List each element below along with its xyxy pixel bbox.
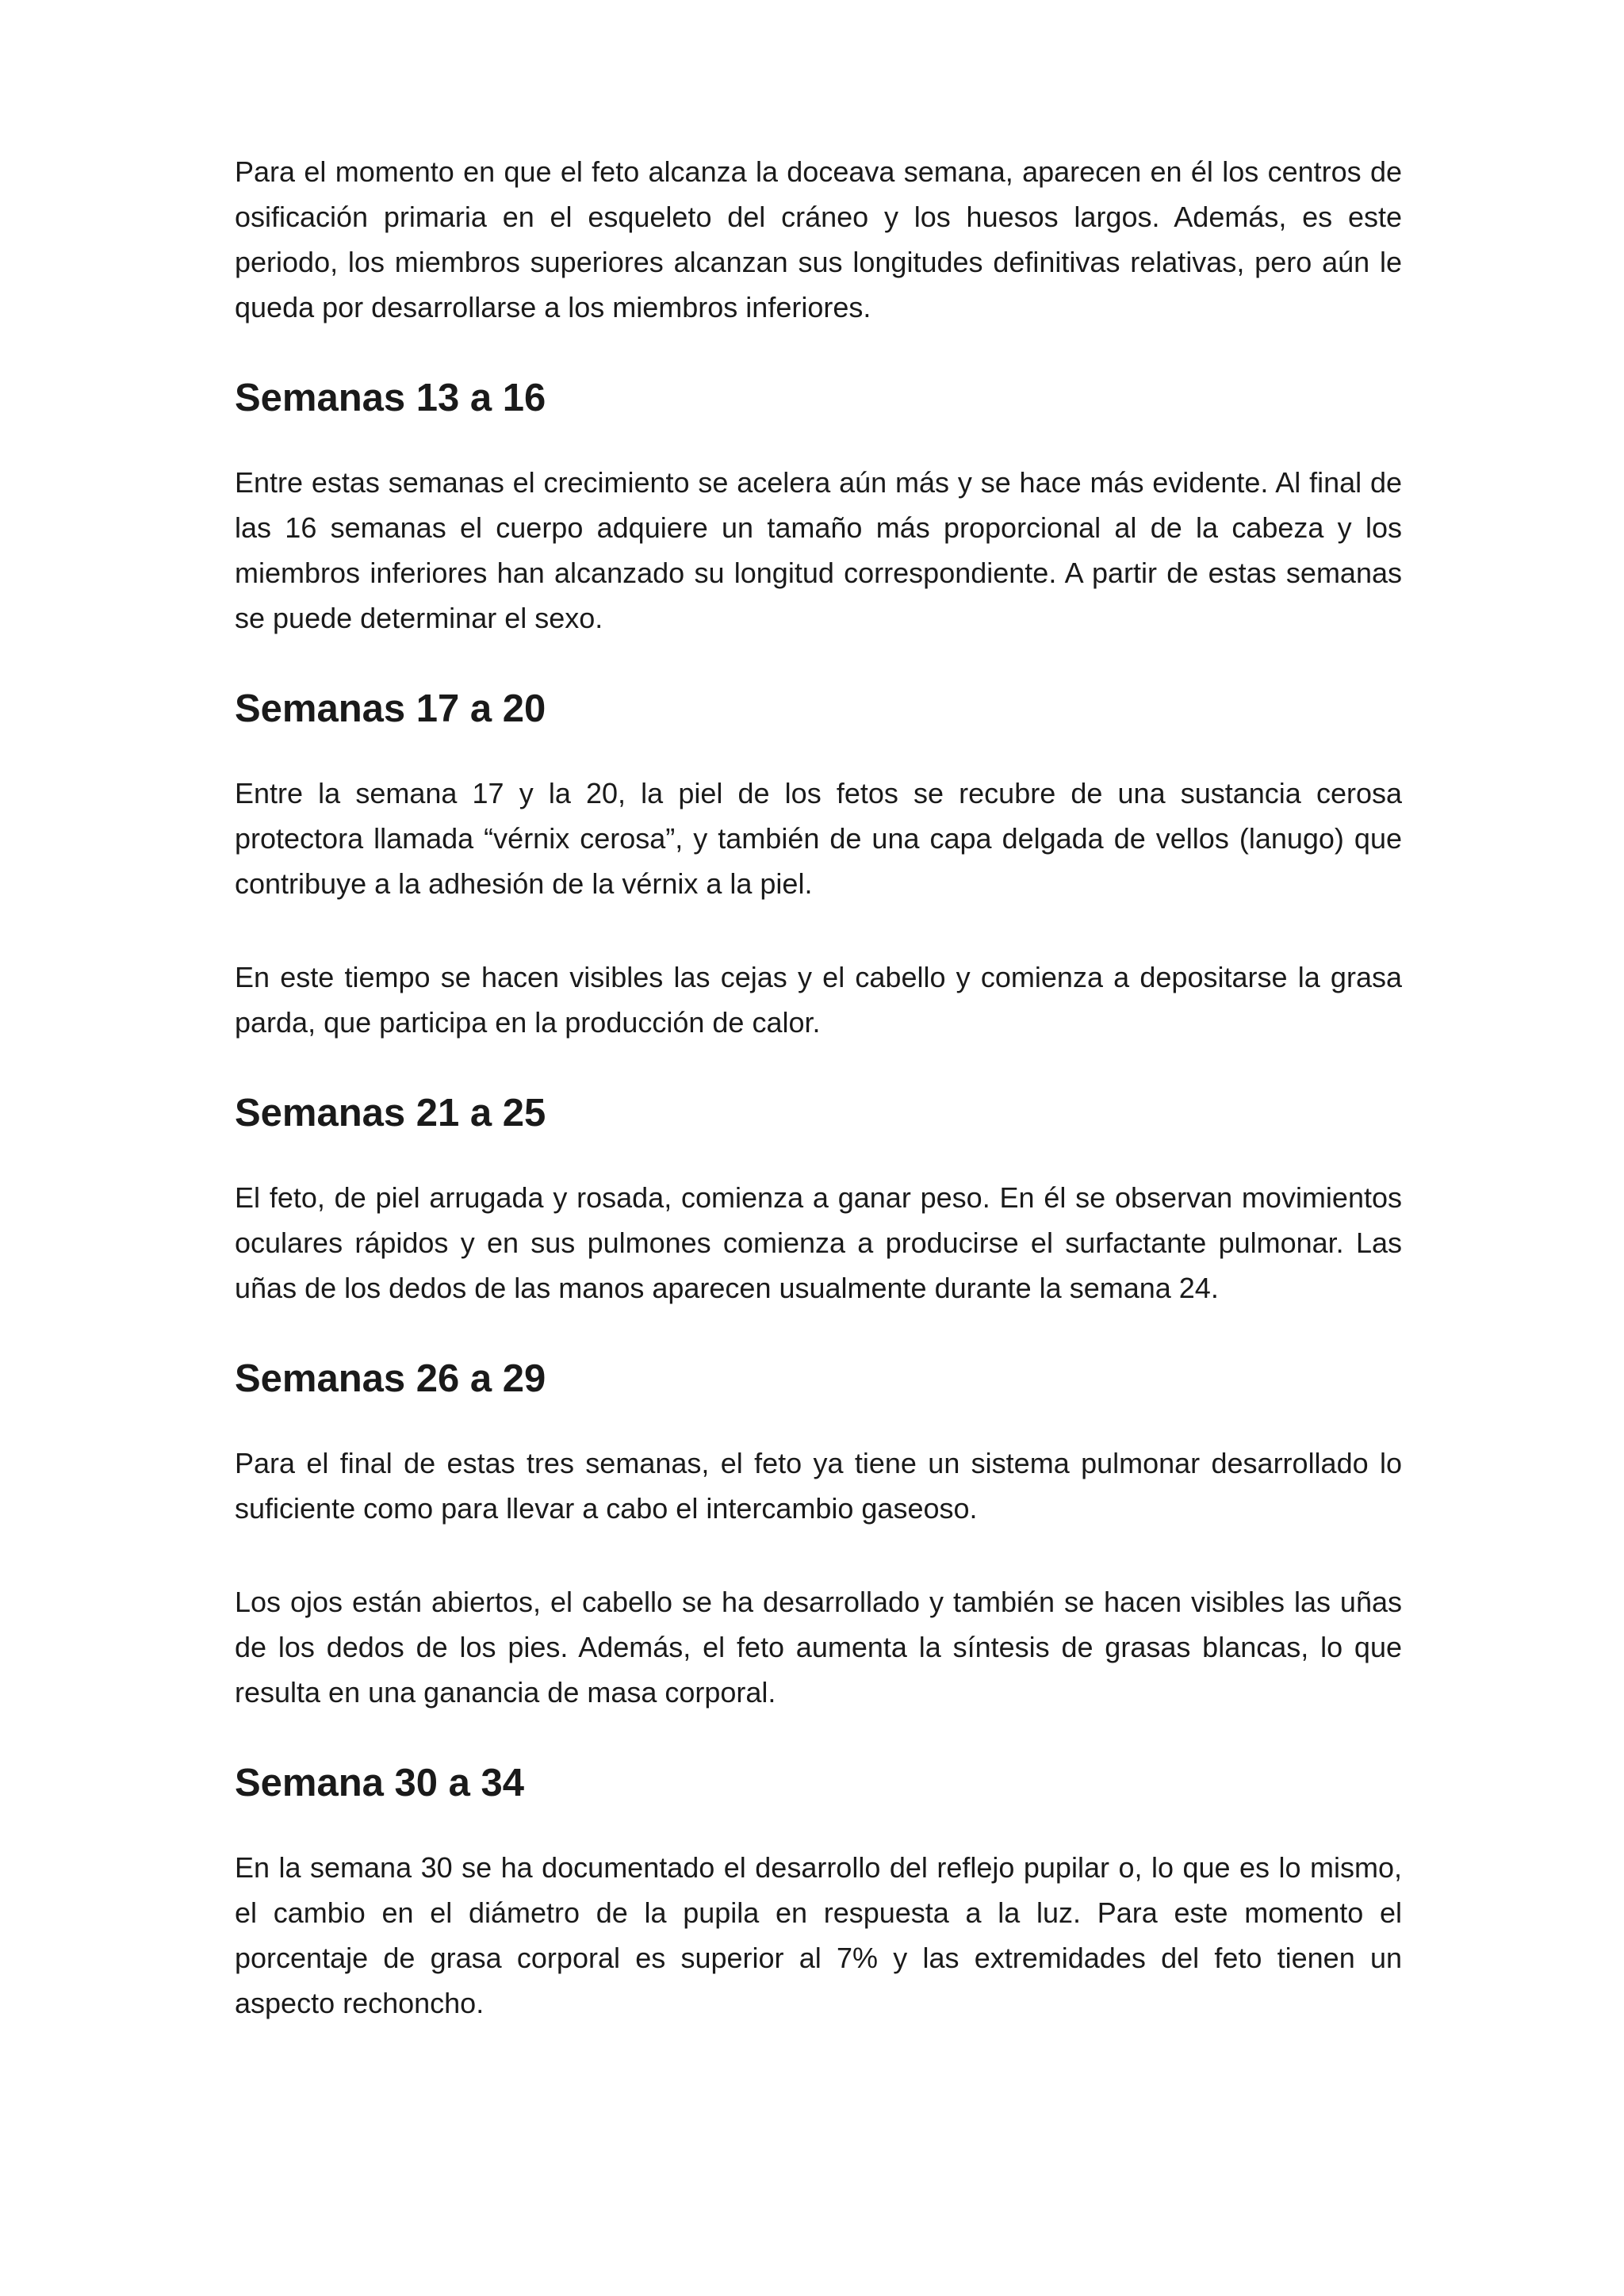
section-paragraph: El feto, de piel arrugada y rosada, comienza a ganar peso. En él se observan movimientos oculares rápidos y en sus pulmones comienza a producirse el surfactante pulmonar. Las uñas de los dedos de las manos aparecen usualmente durante la semana 24. bbox=[235, 1181, 1402, 1304]
intro-paragraph: Para el momento en que el feto alcanza la doceava semana, aparecen en él los centros de osificación primaria en el esqueleto del cráneo y los huesos largos. Además, es este periodo, los miembros superiores alcanzan sus longitudes definitivas relativas, pero aún le queda por desarrollarse a los miembros inferiores. bbox=[235, 155, 1402, 323]
section-paragraph: Para el final de estas tres semanas, el feto ya tiene un sistema pulmonar desarrollado lo suficiente como para llevar a cabo el intercambio gaseoso. bbox=[235, 1447, 1402, 1525]
document-page bbox=[235, 149, 1402, 2026]
section-paragraph: En este tiempo se hacen visibles las cejas y el cabello y comienza a depositarse la grasa parda, que participa en la producción de calor. bbox=[235, 961, 1402, 1039]
section-paragraph: Los ojos están abiertos, el cabello se ha desarrollado y también se hacen visibles las uñas de los dedos de los pies. Además, el feto aumenta la síntesis de grasas blancas, lo que resulta en una ganancia de masa corporal. bbox=[235, 1586, 1402, 1709]
section-heading-26-29: Semanas 26 a 29 bbox=[235, 1357, 546, 1400]
section-heading-21-25: Semanas 21 a 25 bbox=[235, 1092, 546, 1135]
section-heading-17-20: Semanas 17 a 20 bbox=[235, 687, 546, 730]
section-heading-30-34: Semana 30 a 34 bbox=[235, 1762, 525, 1804]
section-heading-13-16: Semanas 13 a 16 bbox=[235, 377, 546, 419]
section-paragraph: Entre estas semanas el crecimiento se acelera aún más y se hace más evidente. Al final de las 16 semanas el cuerpo adquiere un tamaño más proporcional al de la cabeza y los miembros inferiores han alcanzado su longitud correspondiente. A partir de estas semanas se puede determinar el sexo. bbox=[235, 466, 1402, 634]
section-paragraph: Entre la semana 17 y la 20, la piel de los fetos se recubre de una sustancia cerosa protectora llamada “vérnix cerosa”, y también de una capa delgada de vellos (lanugo) que contribuye a la adhesión de la vérnix a la piel. bbox=[235, 777, 1402, 900]
section-paragraph: En la semana 30 se ha documentado el desarrollo del reflejo pupilar o, lo que es lo mismo, el cambio en el diámetro de la pupila en respuesta a la luz. Para este momento el porcentaje de grasa corporal es superior al 7% y las extremidades del feto tienen un aspecto rechoncho. bbox=[235, 1851, 1402, 2019]
